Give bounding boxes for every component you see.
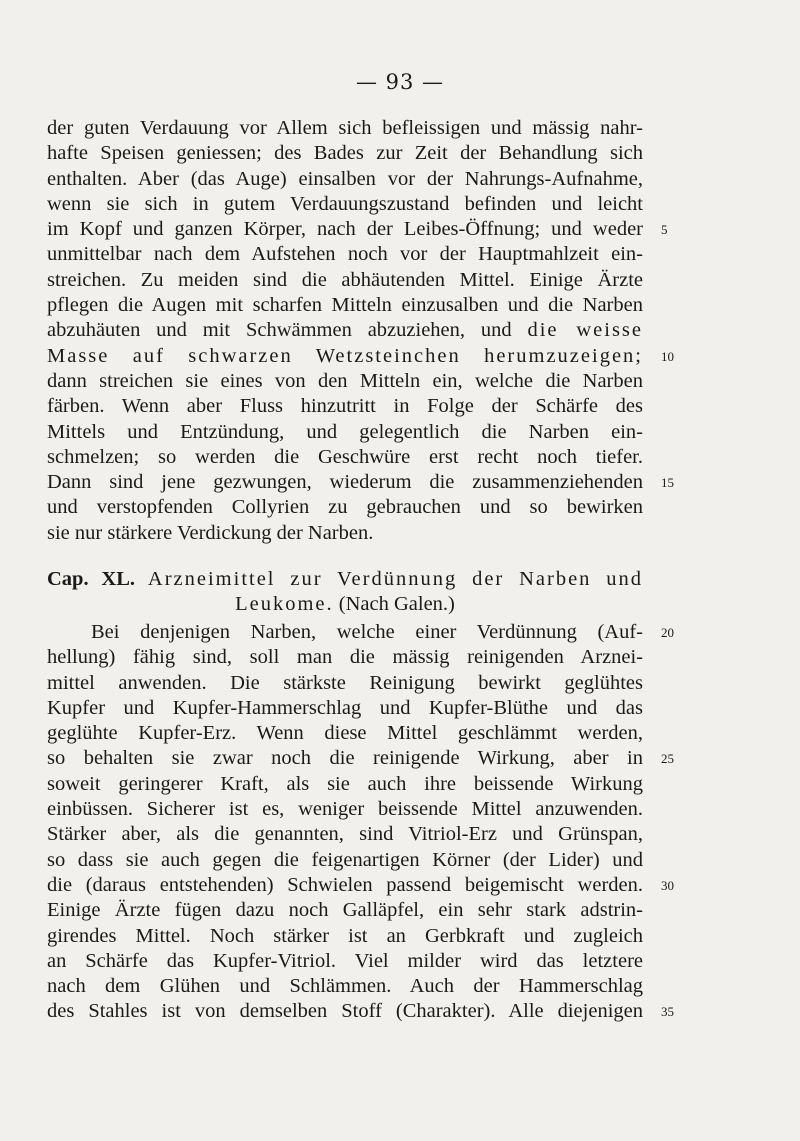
text-line: Mittels und Entzündung, und gelegentlich die Narben ein- xyxy=(47,420,643,443)
text-line: und verstopfenden Collyrien zu gebrauchen und so bewirken xyxy=(47,496,643,519)
text-line: hafte Speisen geniessen; des Bades zur Zeit der Behandlung sich xyxy=(47,142,643,165)
text-line: streichen. Zu meiden sind die abhäutenden Mittel. Einige Ärzte xyxy=(47,268,643,291)
text-line: Dann sind jene gezwungen, wiederum die zusammenziehenden 15 xyxy=(47,470,643,495)
text-line: schmelzen; so werden die Geschwüre erst recht noch tiefer. xyxy=(47,445,643,468)
text-line: Einige Ärzte fügen dazu noch Galläpfel, ein sehr stark adstrin- xyxy=(47,899,643,922)
spaced-emphasis: die weisse xyxy=(527,319,643,342)
line-number: 35 xyxy=(661,1004,674,1020)
heading-line xyxy=(47,567,643,592)
text-line: mittel anwenden. Die stärkste Reinigung bewirkt geglühtes xyxy=(47,671,643,694)
text-line: wenn sie sich in gutem Verdauungszustand befinden und leicht xyxy=(47,192,643,215)
text-line: so dass sie auch gegen die feigenartigen Körner (der Lider) und xyxy=(47,848,643,871)
paragraph-continuation xyxy=(47,116,674,546)
line-number: 20 xyxy=(661,625,674,640)
paragraph-main xyxy=(47,620,674,1025)
text-line: hellung) fähig sind, soll man die mässig reinigenden Arznei- xyxy=(47,646,643,669)
chapter-source: (Nach Galen.) xyxy=(338,593,455,616)
text-line: Stärker aber, als die genannten, sind Vitriol-Erz und Grünspan, xyxy=(47,823,643,846)
heading-line xyxy=(47,592,643,617)
text-line: der guten Verdauung vor Allem sich befleissigen und mässig nahr- xyxy=(47,117,643,139)
text-line: so behalten sie zwar noch die reinigende Wirkung, aber in 25 xyxy=(47,746,643,771)
text-line: färben. Wenn aber Fluss hinzutritt in Folge der Schärfe des xyxy=(47,395,643,418)
text-line: girendes Mittel. Noch stärker ist an Gerbkraft und zugleich xyxy=(47,924,643,947)
text-line: enthalten. Aber (das Auge) einsalben vor der Nahrungs-Aufnahme, xyxy=(47,167,643,190)
text-line: an Schärfe das Kupfer-Vitriol. Viel milder wird das letztere xyxy=(47,949,643,972)
text-line: des Stahles ist von demselben Stoff (Charakter). Alle diejenigen 35 xyxy=(47,999,643,1024)
text-line: geglühte Kupfer-Erz. Wenn diese Mittel geschlämmt werden, xyxy=(47,722,643,745)
text-line: Bei denjenigen Narben, welche einer Verdünnung (Auf- 20 xyxy=(47,620,643,645)
text-line: einbüssen. Sicherer ist es, weniger beissende Mittel anzuwenden. xyxy=(47,798,643,821)
text-line: dann streichen sie eines von den Mitteln ein, welche die Narben xyxy=(47,369,643,392)
text-line: Kupfer und Kupfer-Hammerschlag und Kupfer-Blüthe und das xyxy=(47,696,643,719)
text-line: unmittelbar nach dem Aufstehen noch vor der Hauptmahlzeit ein- xyxy=(47,243,643,266)
line-number: 10 xyxy=(661,348,674,364)
chapter-title-word: Leukome. xyxy=(235,593,334,616)
text-line: pflegen die Augen mit scharfen Mitteln einzusalben und die Narben xyxy=(47,294,643,317)
text-line: soweit geringerer Kraft, als sie auch ihre beissende Wirkung xyxy=(47,772,643,795)
page-number: — 93 — xyxy=(355,70,445,94)
line-number: 30 xyxy=(661,877,674,893)
chapter-title: Arzneimittel zur Verdünnung der Narben und xyxy=(147,568,644,590)
text-line: im Kopf und ganzen Körper, nach der Leibes-Öffnung; und weder 5 xyxy=(47,217,643,242)
text-line: Masse auf schwarzen Wetzsteinchen herumzuzeigen; 10 xyxy=(47,344,643,369)
text-line: sie nur stärkere Verdickung der Narben. xyxy=(47,521,374,544)
line-number: 5 xyxy=(661,222,668,238)
text-line: die (daraus entstehenden) Schwielen passend beigemischt werden. 30 xyxy=(47,873,643,898)
line-number: 25 xyxy=(661,751,674,767)
line-number: 15 xyxy=(661,475,674,491)
chapter-label: Cap. XL. xyxy=(47,568,136,590)
text-line: abzuhäuten und mit Schwämmen abzuziehen, und die weisse xyxy=(47,319,643,342)
chapter-heading xyxy=(47,567,643,618)
text-line: nach dem Glühen und Schlämmen. Auch der Hammerschlag xyxy=(47,975,643,998)
